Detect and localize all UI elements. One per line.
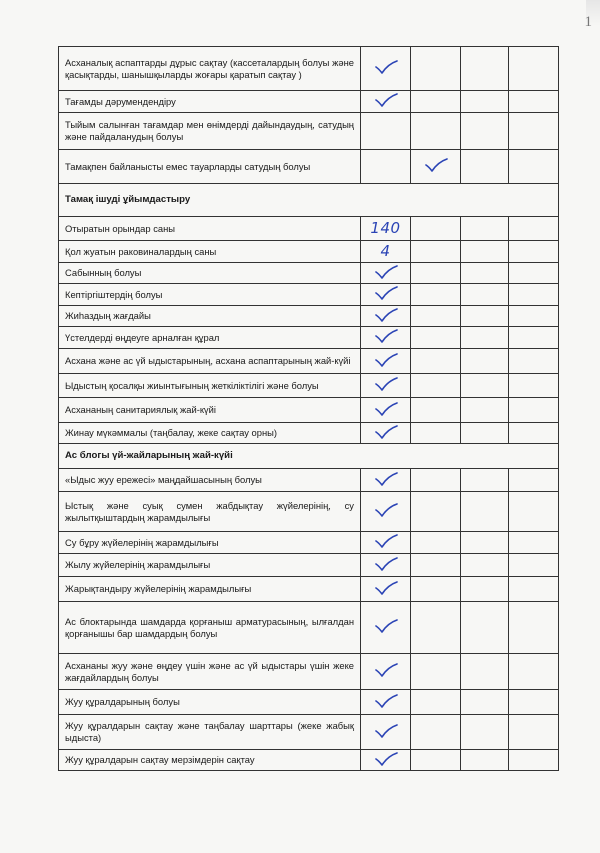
mark-cell[interactable] <box>461 554 509 577</box>
handwritten-checkmark-icon <box>374 581 398 595</box>
mark-cell[interactable] <box>509 398 559 423</box>
mark-cell[interactable] <box>461 91 509 113</box>
mark-cell[interactable] <box>461 217 509 241</box>
table-row <box>59 654 559 690</box>
mark-cell[interactable] <box>361 150 411 184</box>
mark-cell[interactable] <box>361 532 411 554</box>
criterion-label: Кептіргіштердің болуы <box>59 284 361 306</box>
mark-cell[interactable] <box>361 91 411 113</box>
mark-cell[interactable] <box>509 91 559 113</box>
mark-cell[interactable] <box>361 306 411 327</box>
mark-cell[interactable] <box>361 423 411 444</box>
section-title: Ас блогы үй-жайларының жай-күйі <box>59 444 559 469</box>
mark-cell[interactable] <box>461 577 509 602</box>
mark-cell[interactable] <box>461 113 509 150</box>
mark-cell[interactable] <box>361 113 411 150</box>
mark-cell[interactable] <box>509 469 559 492</box>
mark-cell[interactable] <box>509 374 559 398</box>
handwritten-checkmark-icon <box>374 752 398 766</box>
mark-cell[interactable] <box>361 217 411 241</box>
criterion-label: Асханалық аспаптарды дұрыс сақтау (кассеталардың болуы және қасықтарды, шанышқыларды жоғары қаратып сақтау ) <box>59 47 361 91</box>
table-row <box>59 423 559 444</box>
mark-cell[interactable] <box>361 750 411 771</box>
mark-cell[interactable] <box>509 47 559 91</box>
mark-cell[interactable] <box>411 374 461 398</box>
handwritten-checkmark-icon <box>374 663 398 677</box>
handwritten-checkmark-icon <box>374 503 398 517</box>
handwritten-checkmark-icon <box>374 329 398 343</box>
mark-cell[interactable] <box>509 263 559 284</box>
criterion-label: Ыдыстың қосалқы жиынтығының жеткіліктілігі және болуы <box>59 374 361 398</box>
mark-cell[interactable] <box>411 150 461 184</box>
criterion-label: Жылу жүйелерінің жарамдылығы <box>59 554 361 577</box>
mark-cell[interactable] <box>411 602 461 654</box>
mark-cell[interactable] <box>509 602 559 654</box>
mark-cell[interactable] <box>411 532 461 554</box>
handwritten-checkmark-icon <box>374 472 398 486</box>
mark-cell[interactable] <box>509 327 559 349</box>
mark-cell[interactable] <box>411 398 461 423</box>
table-row <box>59 554 559 577</box>
mark-cell[interactable] <box>509 241 559 263</box>
mark-cell[interactable] <box>411 327 461 349</box>
criterion-label: Үстелдерді өңдеуге арналған құрал <box>59 327 361 349</box>
mark-cell[interactable] <box>411 469 461 492</box>
mark-cell[interactable] <box>461 374 509 398</box>
handwritten-checkmark-icon <box>374 60 398 74</box>
mark-cell[interactable] <box>461 150 509 184</box>
mark-cell[interactable] <box>411 577 461 602</box>
mark-cell[interactable] <box>361 47 411 91</box>
mark-cell[interactable] <box>461 654 509 690</box>
handwritten-checkmark-icon <box>374 557 398 571</box>
mark-cell[interactable] <box>411 750 461 771</box>
criterion-label: Тыйым салынған тағамдар мен өнімдерді дайындаудың, сатудың және пайдаланудың болуы <box>59 113 361 150</box>
mark-cell[interactable] <box>461 327 509 349</box>
criterion-label: Жарықтандыру жүйелерінің жарамдылығы <box>59 577 361 602</box>
mark-cell[interactable] <box>461 492 509 532</box>
criterion-label: Жуу құралдарын сақтау мерзімдерін сақтау <box>59 750 361 771</box>
section-header-row <box>59 444 559 469</box>
mark-cell[interactable] <box>509 750 559 771</box>
handwritten-checkmark-icon <box>374 534 398 548</box>
criterion-label: Асхананы жуу және өңдеу үшін және ас үй ыдыстары үшін жеке жағдайлардың болуы <box>59 654 361 690</box>
mark-cell[interactable] <box>411 715 461 750</box>
criterion-label: «Ыдыс жуу ережесі» маңдайшасының болуы <box>59 469 361 492</box>
handwritten-checkmark-icon <box>374 377 398 391</box>
table-row <box>59 284 559 306</box>
mark-cell[interactable] <box>461 602 509 654</box>
mark-cell[interactable] <box>361 349 411 374</box>
page-number: 1 <box>584 14 592 30</box>
mark-cell[interactable] <box>509 113 559 150</box>
mark-cell[interactable] <box>411 423 461 444</box>
handwritten-checkmark-icon <box>374 93 398 107</box>
mark-cell[interactable] <box>411 492 461 532</box>
mark-cell[interactable] <box>361 690 411 715</box>
handwritten-checkmark-icon <box>374 724 398 738</box>
mark-cell[interactable] <box>411 284 461 306</box>
table-row <box>59 327 559 349</box>
table-row <box>59 91 559 113</box>
mark-cell[interactable] <box>361 577 411 602</box>
table-row <box>59 532 559 554</box>
criterion-label: Жиһаздың жағдайы <box>59 306 361 327</box>
mark-cell[interactable] <box>361 284 411 306</box>
table-row <box>59 306 559 327</box>
mark-cell[interactable] <box>411 306 461 327</box>
mark-cell[interactable] <box>411 47 461 91</box>
mark-cell[interactable] <box>411 654 461 690</box>
mark-cell[interactable] <box>509 690 559 715</box>
mark-cell[interactable] <box>361 398 411 423</box>
criterion-label: Су бұру жүйелерінің жарамдылығы <box>59 532 361 554</box>
mark-cell[interactable] <box>509 150 559 184</box>
mark-cell[interactable] <box>461 469 509 492</box>
mark-cell[interactable] <box>361 602 411 654</box>
section-header-row <box>59 184 559 217</box>
table-row <box>59 750 559 771</box>
mark-cell[interactable] <box>361 654 411 690</box>
handwritten-checkmark-icon <box>374 694 398 708</box>
mark-cell[interactable] <box>509 306 559 327</box>
mark-cell[interactable] <box>461 690 509 715</box>
mark-cell[interactable] <box>361 374 411 398</box>
handwritten-checkmark-icon <box>374 265 398 279</box>
mark-cell[interactable] <box>361 263 411 284</box>
mark-cell[interactable] <box>411 554 461 577</box>
criterion-label: Жуу құралдарының болуы <box>59 690 361 715</box>
mark-cell[interactable] <box>361 241 411 263</box>
mark-cell[interactable] <box>411 263 461 284</box>
mark-cell[interactable] <box>461 306 509 327</box>
mark-cell[interactable] <box>361 554 411 577</box>
mark-cell[interactable] <box>361 492 411 532</box>
mark-cell[interactable] <box>509 577 559 602</box>
section-title: Тамақ ішуді ұйымдастыру <box>59 184 559 217</box>
handwritten-value: 140 <box>370 218 401 237</box>
mark-cell[interactable] <box>361 327 411 349</box>
mark-cell[interactable] <box>509 217 559 241</box>
mark-cell[interactable] <box>461 241 509 263</box>
mark-cell[interactable] <box>411 113 461 150</box>
mark-cell[interactable] <box>509 532 559 554</box>
checklist-table <box>58 46 559 771</box>
table-row <box>59 47 559 91</box>
table-row <box>59 715 559 750</box>
mark-cell[interactable] <box>509 284 559 306</box>
criterion-label: Отыратын орындар саны <box>59 217 361 241</box>
criterion-label: Қол жуатын раковиналардың саны <box>59 241 361 263</box>
mark-cell[interactable] <box>509 554 559 577</box>
mark-cell[interactable] <box>509 492 559 532</box>
criterion-label: Ыстық және суық сумен жабдықтау жүйелерінің, су жылытқыштардың жарамдылығы <box>59 492 361 532</box>
mark-cell[interactable] <box>411 690 461 715</box>
table-row <box>59 690 559 715</box>
mark-cell[interactable] <box>461 398 509 423</box>
handwritten-checkmark-icon <box>374 308 398 322</box>
criterion-label: Асхана және ас үй ыдыстарының, асхана аспаптарының жай-күйі <box>59 349 361 374</box>
criterion-label: Сабынның болуы <box>59 263 361 284</box>
mark-cell[interactable] <box>411 217 461 241</box>
criterion-label: Асхананың санитариялық жай-күйі <box>59 398 361 423</box>
mark-cell[interactable] <box>461 532 509 554</box>
mark-cell[interactable] <box>461 750 509 771</box>
handwritten-checkmark-icon <box>374 402 398 416</box>
table-row <box>59 349 559 374</box>
table-row <box>59 492 559 532</box>
table-row <box>59 398 559 423</box>
handwritten-checkmark-icon <box>374 619 398 633</box>
table-row <box>59 150 559 184</box>
mark-cell[interactable] <box>411 349 461 374</box>
mark-cell[interactable] <box>461 715 509 750</box>
mark-cell[interactable] <box>461 284 509 306</box>
handwritten-checkmark-icon <box>374 425 398 439</box>
table-row <box>59 241 559 263</box>
handwritten-value: 4 <box>380 241 391 260</box>
criterion-label: Ас блоктарында шамдарда қорғаныш арматурасының, ылғалдан қорғанышы бар шамдардың болуы <box>59 602 361 654</box>
table-row <box>59 113 559 150</box>
criterion-label: Жинау мүкәммалы (таңбалау, жеке сақтау орны) <box>59 423 361 444</box>
table-row <box>59 602 559 654</box>
handwritten-checkmark-icon <box>424 158 448 172</box>
mark-cell[interactable] <box>509 349 559 374</box>
table-row <box>59 217 559 241</box>
mark-cell[interactable] <box>361 469 411 492</box>
table-row <box>59 263 559 284</box>
mark-cell[interactable] <box>509 654 559 690</box>
mark-cell[interactable] <box>361 715 411 750</box>
mark-cell[interactable] <box>411 91 461 113</box>
table-row <box>59 374 559 398</box>
handwritten-checkmark-icon <box>374 353 398 367</box>
criterion-label: Тамақпен байланысты емес тауарларды сатудың болуы <box>59 150 361 184</box>
handwritten-checkmark-icon <box>374 286 398 300</box>
mark-cell[interactable] <box>509 715 559 750</box>
criterion-label: Жуу құралдарын сақтау және таңбалау шарттары (жеке жабық ыдыста) <box>59 715 361 750</box>
mark-cell[interactable] <box>461 47 509 91</box>
table-row <box>59 577 559 602</box>
mark-cell[interactable] <box>509 423 559 444</box>
criterion-label: Тағамды дәрумендендіру <box>59 91 361 113</box>
mark-cell[interactable] <box>461 263 509 284</box>
mark-cell[interactable] <box>461 349 509 374</box>
mark-cell[interactable] <box>461 423 509 444</box>
mark-cell[interactable] <box>411 241 461 263</box>
table-row <box>59 469 559 492</box>
